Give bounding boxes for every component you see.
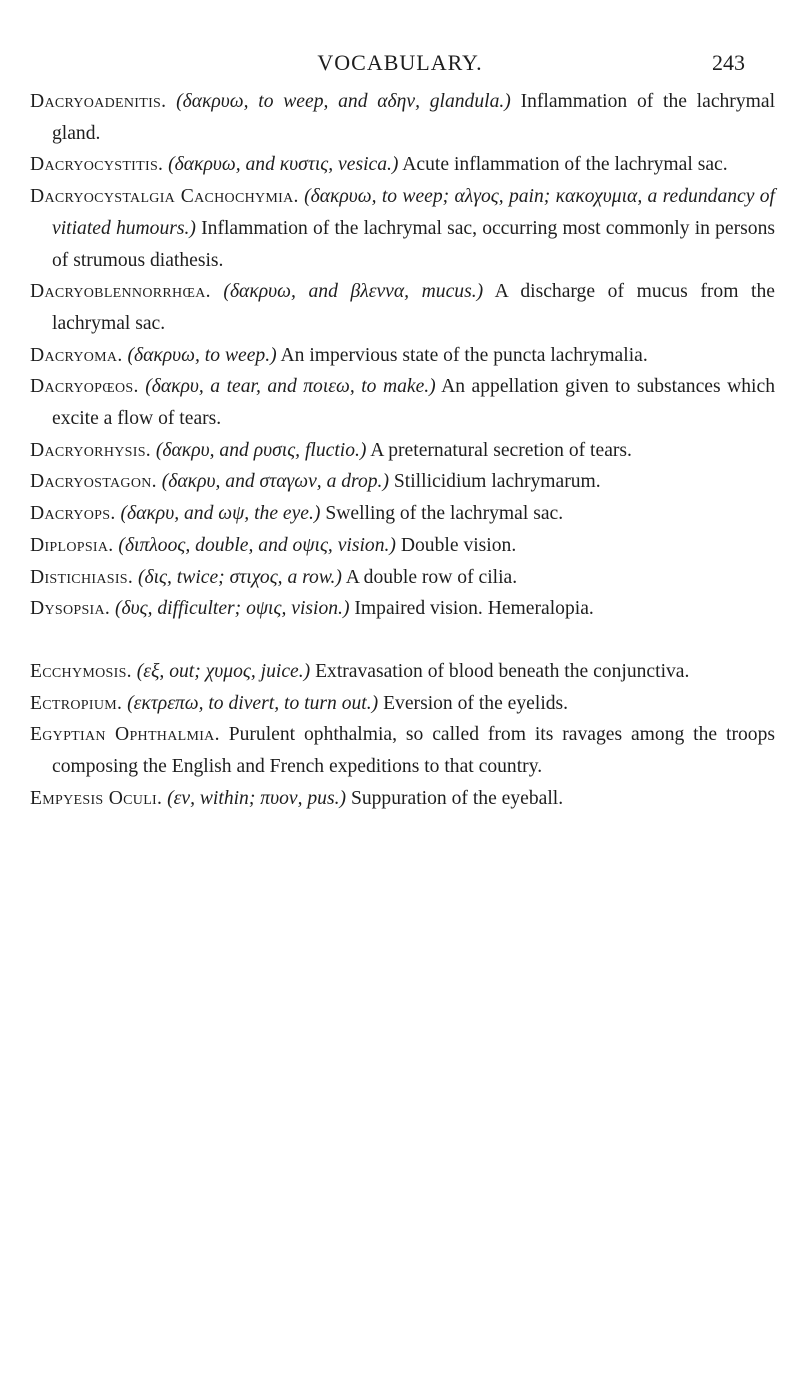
entry-etymology: (δακρυω, to weep; αλγος, pain; κακοχυμια, a redundancy of vitiated humours.) xyxy=(52,186,775,239)
vocabulary-entry xyxy=(30,276,775,339)
entry-term: Dacryorhysis. xyxy=(30,439,151,461)
vocabulary-entry xyxy=(30,86,775,149)
running-head xyxy=(0,44,800,78)
vocabulary-entry xyxy=(30,435,775,467)
entry-term: Ecchymosis. xyxy=(30,660,132,682)
entry-definition: Inflammation of the lachrymal gland. xyxy=(52,91,776,144)
entry-etymology: (δακρυω, to weep.) xyxy=(127,344,277,366)
vocabulary-entry xyxy=(30,719,775,782)
vocabulary-entry xyxy=(30,466,775,498)
entry-term: Dacryops. xyxy=(30,503,116,525)
entry-definition: An appellation given to substances which excite a flow of tears. xyxy=(52,376,775,430)
entry-term: Distichiasis. xyxy=(30,566,134,588)
entry-etymology: (δακρυω, and βλεννα, mucus.) xyxy=(223,281,484,303)
entry-etymology: (εξ, out; χυμος, juice.) xyxy=(136,660,311,682)
vocabulary-entry xyxy=(30,783,775,815)
entry-definition: An impervious state of the puncta lachrymalia. xyxy=(280,344,648,366)
vocabulary-entry xyxy=(30,498,775,530)
vocabulary-entry xyxy=(30,562,775,594)
entry-term: Diplopsia. xyxy=(30,534,114,556)
entry-definition: A preternatural secretion of tears. xyxy=(370,439,632,461)
vocabulary-entry xyxy=(30,149,775,181)
vocabulary-entry xyxy=(30,181,775,276)
entry-etymology: (δακρυ, and ρυσις, fluctio.) xyxy=(155,439,367,461)
entry-definition: Purulent ophthalmia, so called from its ravages among the troops composing the English and French expeditions to that country. xyxy=(52,724,775,778)
entry-definition: Eversion of the eyelids. xyxy=(383,692,569,714)
vocabulary-entry xyxy=(30,656,775,688)
entry-definition: Inflammation of the lachrymal sac, occurring most commonly in persons of strumous diathesis. xyxy=(52,217,775,271)
entry-etymology: (δακρυ, and σταγων, a drop.) xyxy=(161,471,389,493)
entry-etymology: (δυς, difficulter; οψις, vision.) xyxy=(115,598,350,620)
entry-etymology: (δακρυω, and κυστις, vesica.) xyxy=(168,154,399,176)
entry-definition: Swelling of the lachrymal sac. xyxy=(325,503,564,525)
entry-definition: A discharge of mucus from the lachrymal sac. xyxy=(52,281,775,334)
vocabulary-entry xyxy=(30,688,775,720)
vocabulary-entry xyxy=(30,530,775,562)
entry-etymology: (δις, twice; στιχος, a row.) xyxy=(137,566,342,588)
vocabulary-list xyxy=(30,86,775,814)
entry-etymology: (δακρυ, and ωψ, the eye.) xyxy=(120,503,321,525)
page-number: 243 xyxy=(712,50,745,75)
vocabulary-entry xyxy=(30,593,775,625)
entry-etymology: (δακρυ, a tear, and ποιεω, to make.) xyxy=(145,376,436,398)
entry-definition: Suppuration of the eyeball. xyxy=(350,787,564,809)
entry-term: Dacryoblennorrhœa. xyxy=(30,281,211,303)
entry-term: Empyesis Oculi. xyxy=(30,787,163,809)
entry-definition: Stillicidium lachrymarum. xyxy=(393,471,601,493)
entry-term: Dacryocystalgia Cachochymia. xyxy=(30,186,299,208)
entry-term: Dysopsia. xyxy=(30,598,111,620)
entry-term: Dacryoma. xyxy=(30,344,123,366)
entry-etymology: (δακρυω, to weep, and αδην, glandula.) xyxy=(176,91,511,112)
entry-definition: Impaired vision. Hemeralopia. xyxy=(354,598,594,620)
entry-term: Dacryocystitis. xyxy=(30,154,164,176)
entry-etymology: (εν, within; πυον, pus.) xyxy=(167,787,347,809)
entry-etymology: (διπλοος, double, and οψις, vision.) xyxy=(118,534,396,556)
page-title: VOCABULARY. xyxy=(317,50,483,75)
entry-term: Egyptian Ophthalmia. xyxy=(30,724,220,746)
entry-etymology: (εκτρεπω, to divert, to turn out.) xyxy=(127,692,379,714)
vocabulary-entry xyxy=(30,371,775,434)
entry-term: Dacryostagon. xyxy=(30,471,157,493)
entry-definition: A double row of cilia. xyxy=(345,566,518,588)
entry-definition: Extravasation of blood beneath the conjunctiva. xyxy=(315,660,690,682)
entry-definition: Double vision. xyxy=(400,534,517,556)
vocabulary-entry xyxy=(30,340,775,372)
entry-term: Ectropium. xyxy=(30,692,123,714)
entry-definition: Acute inflammation of the lachrymal sac. xyxy=(402,154,728,176)
entry-term: Dacryopœos. xyxy=(30,376,139,398)
entry-term: Dacryoadenitis. xyxy=(30,91,167,112)
